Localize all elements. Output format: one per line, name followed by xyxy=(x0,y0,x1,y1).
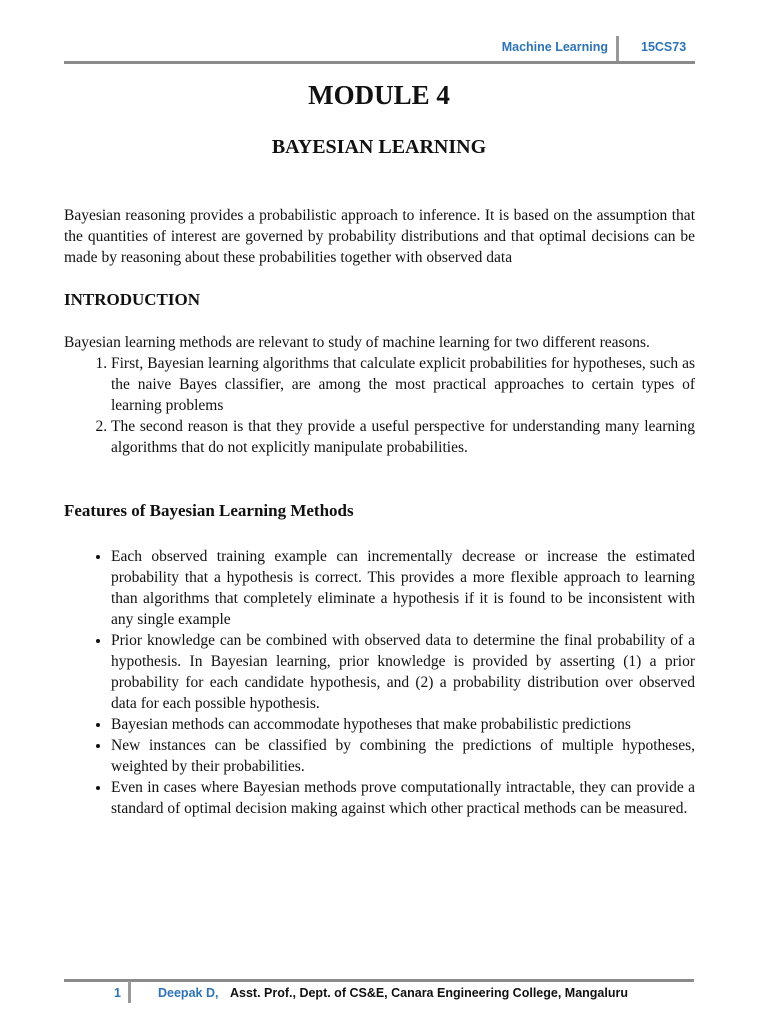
reason-item: 1. First, Bayesian learning algorithms that calculate explicit probabilities for hypotheses, such as the naive Bayes classifier, are among the most practical approaches to certain types of learning problems xyxy=(111,353,695,416)
features-list xyxy=(64,546,695,819)
document-body xyxy=(64,205,695,819)
reasons-list xyxy=(64,353,695,458)
footer-author: Deepak D, xyxy=(158,986,219,1000)
feature-item: • Bayesian methods can accommodate hypotheses that make probabilistic predictions xyxy=(111,714,695,735)
introduction-heading: INTRODUCTION xyxy=(64,290,201,309)
introduction-lead: Bayesian learning methods are relevant to study of machine learning for two different reasons. xyxy=(64,334,650,351)
intro-paragraph: Bayesian reasoning provides a probabilistic approach to inference. It is based on the assumption that the quantities of interest are governed by probability distributions and that optimal decisions can be made by reasoning about these probabilities together with observed data xyxy=(64,207,695,266)
header-separator xyxy=(616,36,619,61)
feature-item: • New instances can be classified by combining the predictions of multiple hypotheses, weighted by their probabilities. xyxy=(111,735,695,777)
footer-affiliation: Asst. Prof., Dept. of CS&E, Canara Engineering College, Mangaluru xyxy=(230,986,628,1000)
page-number: 1 xyxy=(114,986,121,1000)
page-subtitle: BAYESIAN LEARNING xyxy=(271,136,487,158)
reason-item: 2. The second reason is that they provide a useful perspective for understanding many learning algorithms that do not explicitly manipulate probabilities. xyxy=(111,416,695,458)
header-subject: Machine Learning xyxy=(501,40,608,54)
page-title: MODULE 4 xyxy=(308,80,450,110)
feature-item: • Each observed training example can incrementally decrease or increase the estimated probability that a hypothesis is correct. This provides a more flexible approach to learning than algorithms that completely eliminate a hypothesis if it is found to be inconsistent with any single example xyxy=(111,546,695,630)
features-heading: Features of Bayesian Learning Methods xyxy=(64,501,354,520)
footer-separator xyxy=(128,981,131,1003)
feature-item: • Prior knowledge can be combined with observed data to determine the final probability of a hypothesis. In Bayesian learning, prior knowledge is provided by asserting (1) a prior probability for each candidate hypothesis, and (2) a probability distribution over observed data for each possible hypothesis. xyxy=(111,630,695,714)
page-footer xyxy=(64,981,694,1005)
header-course-code: 15CS73 xyxy=(641,40,687,54)
feature-item: • Even in cases where Bayesian methods prove computationally intractable, they can provide a standard of optimal decision making against which other practical methods can be measured. xyxy=(111,777,695,819)
page-header xyxy=(64,36,694,62)
header-rule xyxy=(64,61,695,64)
